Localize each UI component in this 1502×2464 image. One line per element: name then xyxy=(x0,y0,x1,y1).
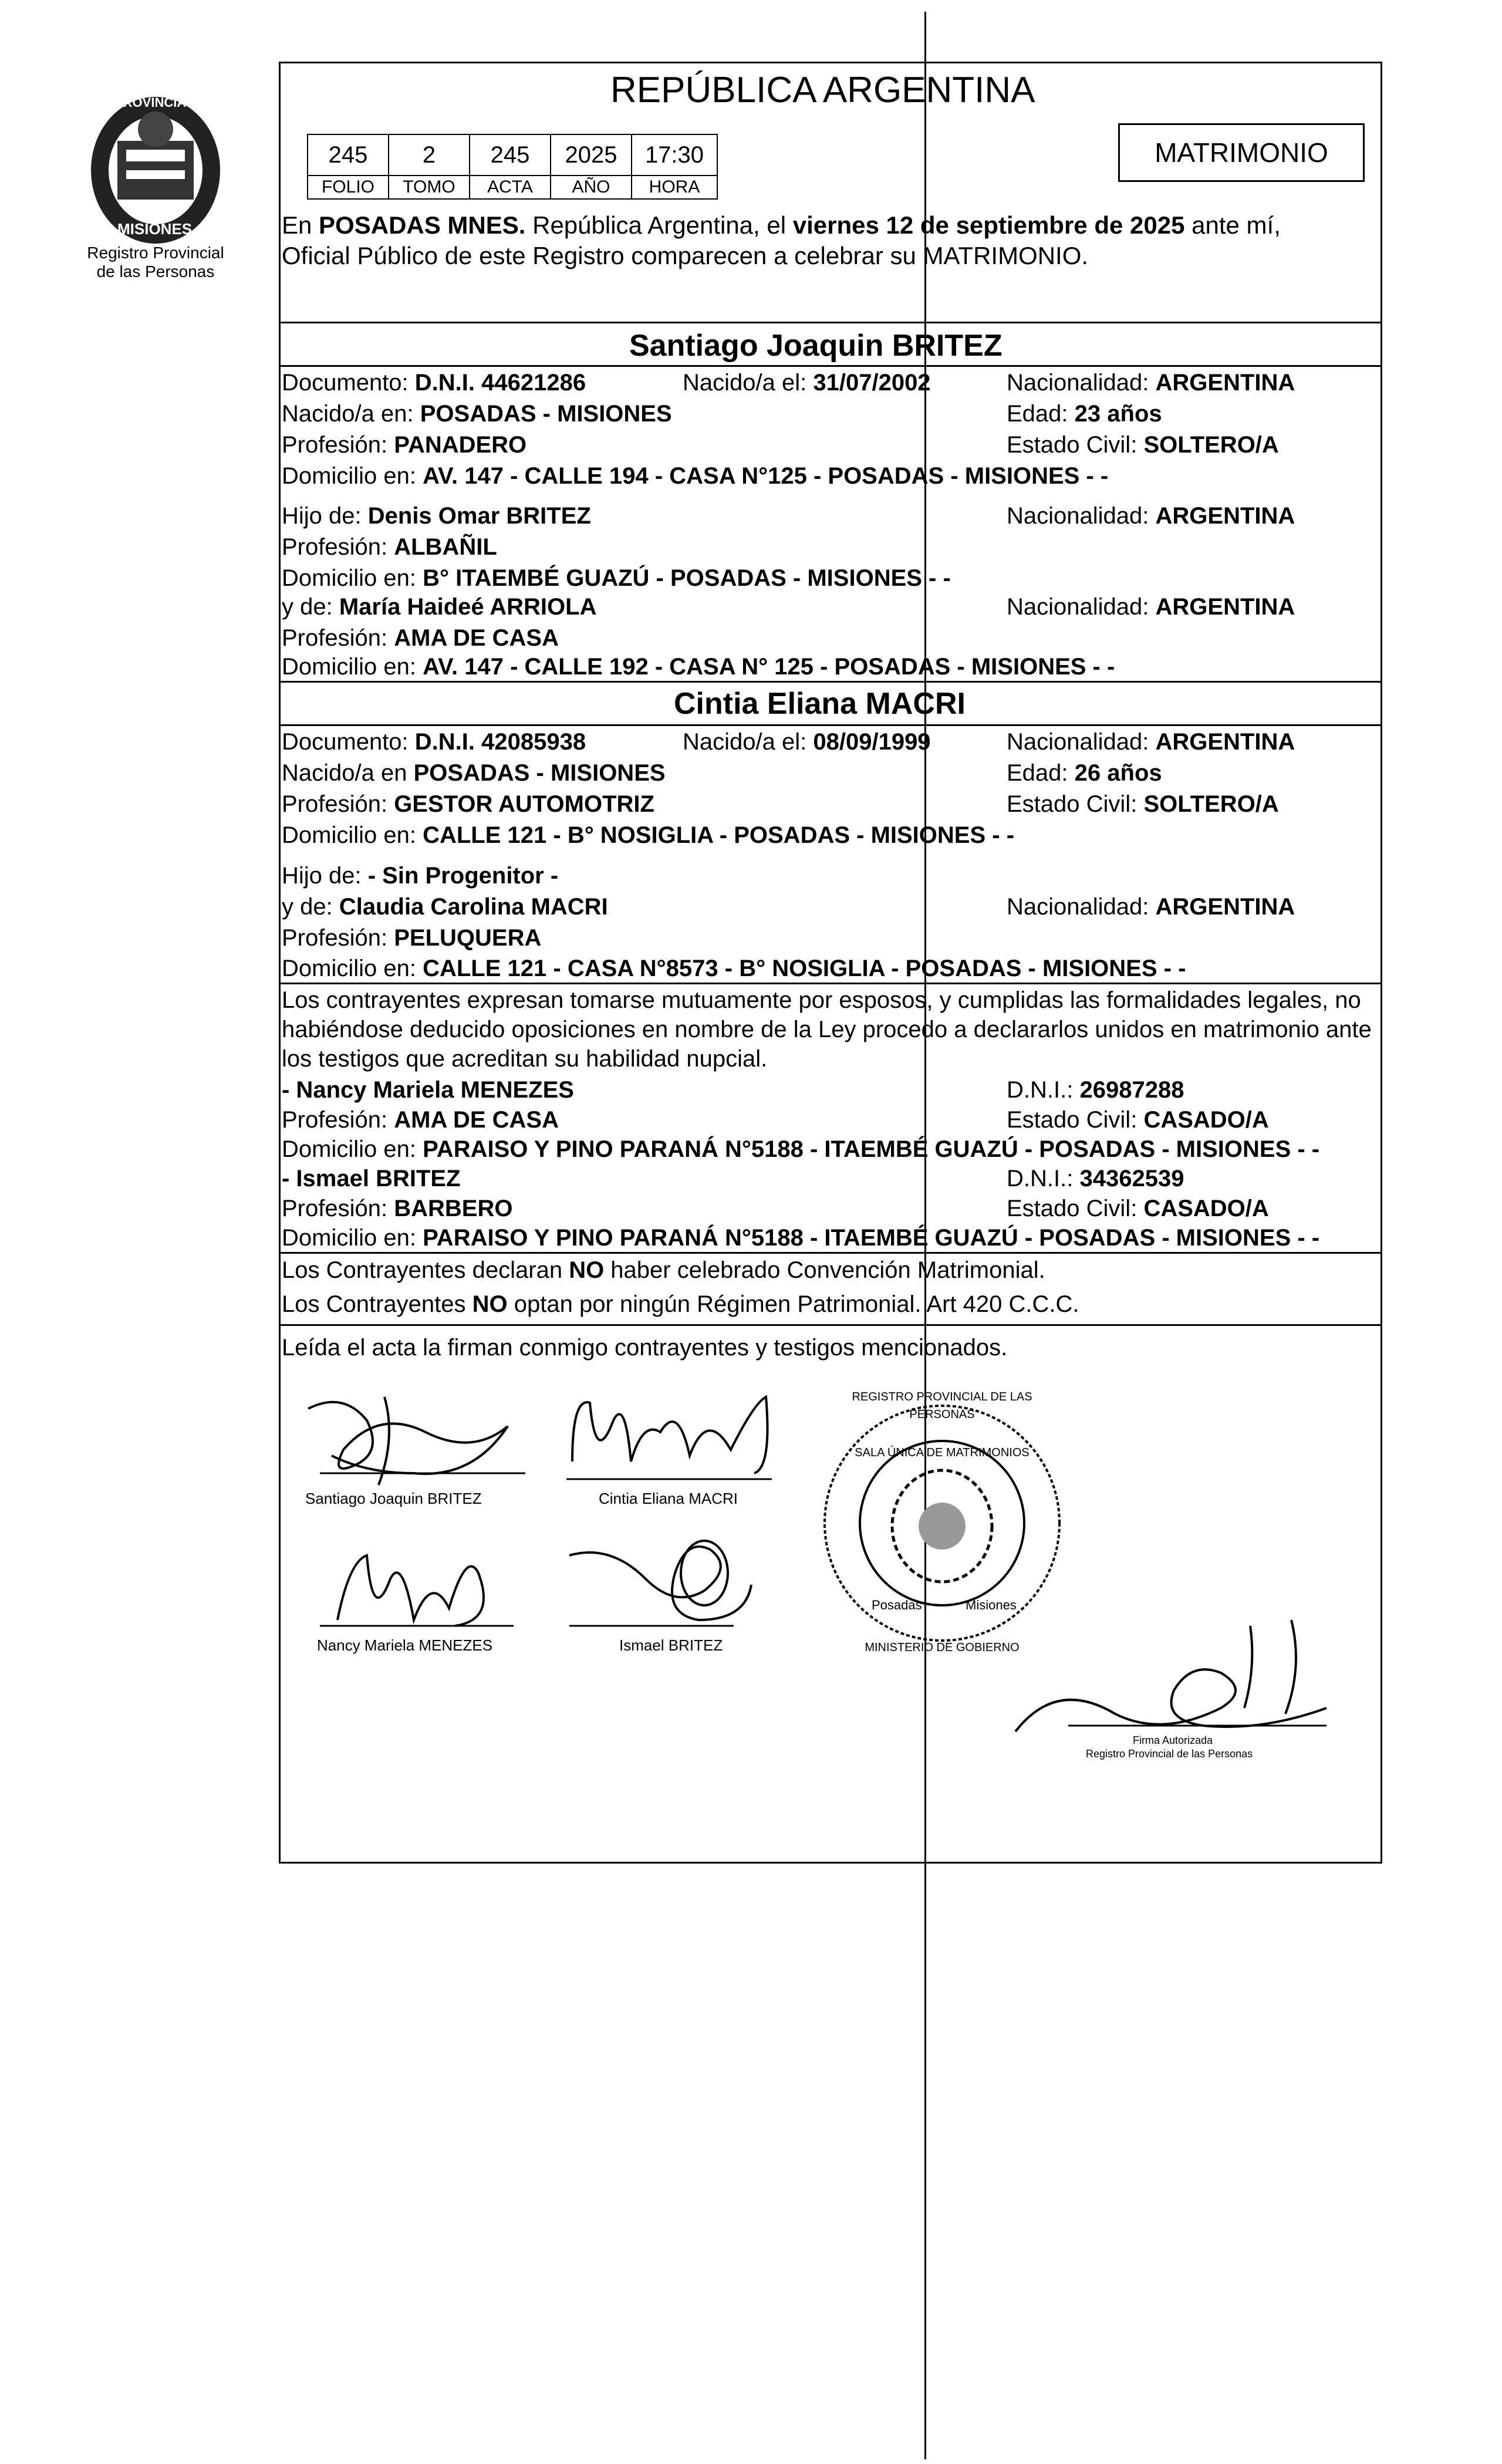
convention-2-p2: optan por ningún Régimen Patrimonial. Art 420 C.C.C. xyxy=(507,1291,1079,1317)
witness-1-name: - Nancy Mariela MENEZES xyxy=(282,1077,574,1103)
stamp-province: Misiones xyxy=(966,1598,1017,1612)
bride-estado-label: Estado Civil: xyxy=(1007,791,1138,817)
groom-documento-label: Documento: xyxy=(282,370,409,396)
groom-madre: María Haideé ARRIOLA xyxy=(339,594,597,620)
groom-nacido-label: Nacido/a el: xyxy=(683,370,807,396)
witness-2-dom-row xyxy=(282,1224,1319,1252)
groom-madre-prof-label: Profesión: xyxy=(282,625,388,651)
intro-city: POSADAS MNES. xyxy=(319,211,526,239)
groom-estado-label: Estado Civil: xyxy=(1007,432,1138,458)
bride-signature-name: Cintia Eliana MACRI xyxy=(599,1490,738,1507)
folio-value: 245 xyxy=(307,134,389,176)
groom-madre-label: y de: xyxy=(282,594,333,620)
tomo-label: TOMO xyxy=(388,175,470,200)
province-logo xyxy=(70,88,241,282)
bride-profesion-row xyxy=(282,790,654,818)
stamp-inner-text: SALA ÚNICA DE MATRIMONIOS xyxy=(855,1446,1030,1459)
tomo-value: 2 xyxy=(388,134,470,176)
groom-padre-dom-row xyxy=(282,564,951,592)
bride-nacido-label: Nacido/a el: xyxy=(683,729,807,755)
convention-2-p1: Los Contrayentes xyxy=(282,1291,472,1317)
logo-text-bottom: MISIONES xyxy=(117,220,193,238)
groom-profesion-label: Profesión: xyxy=(282,432,388,458)
official-signature-scribble-icon xyxy=(998,1602,1362,1743)
witness-2-name: - Ismael BRITEZ xyxy=(282,1166,461,1192)
bride-padre: - Sin Progenitor - xyxy=(367,863,559,889)
groom-domicilio-row xyxy=(282,462,1108,490)
groom-madre-prof: AMA DE CASA xyxy=(394,625,559,651)
convention-2-bold: NO xyxy=(472,1291,508,1317)
bride-madre-row xyxy=(282,893,608,921)
groom-madre-nac-row xyxy=(1007,593,1295,621)
hora-label: HORA xyxy=(631,175,718,200)
groom-documento-row xyxy=(282,369,586,397)
official-line-1: Firma Autorizada xyxy=(1133,1734,1213,1746)
bride-documento-label: Documento: xyxy=(282,729,409,755)
bride-nacionalidad-row xyxy=(1007,728,1295,756)
declaration-line-1: Los contrayentes expresan tomarse mutuamente por esposos, y cumplidas las formalidades legales, no xyxy=(282,987,1361,1013)
intro-date: viernes 12 de septiembre de 2025 xyxy=(792,211,1185,239)
groom-nacido: 31/07/2002 xyxy=(813,370,931,396)
bride-edad-row xyxy=(1007,759,1162,787)
bride-padre-label: Hijo de: xyxy=(282,863,362,889)
witness-2-dni-row xyxy=(1007,1165,1184,1193)
groom-lugar: POSADAS - MISIONES xyxy=(420,401,672,427)
bride-documento: D.N.I. 42085938 xyxy=(414,729,586,755)
groom-estado-row xyxy=(1007,431,1279,459)
witness-2-signature xyxy=(558,1520,769,1655)
groom-domicilio-label: Domicilio en: xyxy=(282,463,416,489)
groom-madre-dom-row xyxy=(282,653,1115,681)
groom-profesion: PANADERO xyxy=(394,432,527,458)
bride-name: Cintia Eliana MACRI xyxy=(674,687,966,721)
witness-2-dni-label: D.N.I.: xyxy=(1007,1166,1074,1192)
witness-1-estado: CASADO/A xyxy=(1143,1107,1269,1133)
bride-nacionalidad-label: Nacionalidad: xyxy=(1007,729,1149,755)
bride-madre-prof: PELUQUERA xyxy=(394,925,542,951)
groom-lugar-row xyxy=(282,400,672,428)
groom-padre-prof-row xyxy=(282,533,497,561)
bride-domicilio: CALLE 121 - B° NOSIGLIA - POSADAS - MISIONES - - xyxy=(423,822,1015,848)
page-title: REPÚBLICA ARGENTINA xyxy=(610,70,1035,110)
bride-padre-row xyxy=(282,862,558,890)
groom-padre-nac: ARGENTINA xyxy=(1155,503,1295,529)
witness-1-prof: AMA DE CASA xyxy=(394,1107,559,1133)
groom-domicilio: AV. 147 - CALLE 194 - CASA N°125 - POSADAS - MISIONES - - xyxy=(423,463,1109,489)
bride-lugar-label: Nacido/a en xyxy=(282,760,407,786)
bride-estado-row xyxy=(1007,790,1279,818)
groom-padre-row xyxy=(282,502,591,530)
witness-1-estado-row xyxy=(1007,1106,1269,1134)
bride-madre-prof-row xyxy=(282,924,541,952)
bride-nacido-row xyxy=(683,728,931,756)
witness-2-estado-row xyxy=(1007,1194,1269,1223)
witness-2-dni: 34362539 xyxy=(1079,1166,1184,1192)
witness-2-dom-label: Domicilio en: xyxy=(282,1225,416,1251)
bride-edad: 26 años xyxy=(1074,760,1162,786)
bride-documento-row xyxy=(282,728,586,756)
bride-signature-scribble-icon xyxy=(561,1385,789,1491)
declaration-line-2: habiéndose deducido oposiciones en nombre de la Ley procedo a declararlos unidos en matrimonio ante xyxy=(282,1017,1372,1042)
groom-padre-dom-label: Domicilio en: xyxy=(282,565,416,591)
bride-madre-nac-label: Nacionalidad: xyxy=(1007,894,1149,920)
groom-padre: Denis Omar BRITEZ xyxy=(367,503,591,529)
witness-2-dom: PARAISO Y PINO PARANÁ N°5188 - ITAEMBÉ GUAZÚ - POSADAS - MISIONES - - xyxy=(423,1225,1320,1251)
registry-table xyxy=(307,134,718,201)
groom-nacionalidad: ARGENTINA xyxy=(1155,370,1295,396)
logo-text-top: PROVINCIA DE xyxy=(114,95,208,110)
folio-label: FOLIO xyxy=(307,175,389,200)
witness-1-signature-name: Nancy Mariela MENEZES xyxy=(317,1636,493,1654)
groom-nacionalidad-label: Nacionalidad: xyxy=(1007,370,1149,396)
bride-nacido: 08/09/1999 xyxy=(813,729,931,755)
bride-estado: SOLTERO/A xyxy=(1143,791,1279,817)
groom-signature-name: Santiago Joaquin BRITEZ xyxy=(305,1490,482,1507)
bride-madre-dom-label: Domicilio en: xyxy=(282,956,416,981)
groom-signature xyxy=(296,1385,543,1508)
witness-2-signature-scribble-icon xyxy=(558,1520,769,1638)
witness-1-dom-row xyxy=(282,1135,1319,1163)
stamp-outer-text: REGISTRO PROVINCIAL DE LAS PERSONAS xyxy=(852,1390,1032,1421)
bride-lugar-row xyxy=(282,759,666,787)
groom-signature-scribble-icon xyxy=(296,1385,543,1491)
bride-madre-nac: ARGENTINA xyxy=(1155,894,1295,920)
bride-madre: Claudia Carolina MACRI xyxy=(339,894,608,920)
witness-1-prof-label: Profesión: xyxy=(282,1107,388,1133)
groom-madre-row xyxy=(282,593,596,621)
groom-madre-dom-label: Domicilio en: xyxy=(282,654,416,680)
bride-nacionalidad: ARGENTINA xyxy=(1155,729,1295,755)
separator-bride-name xyxy=(279,724,1382,726)
acta-label: ACTA xyxy=(469,175,551,200)
bride-profesion: GESTOR AUTOMOTRIZ xyxy=(394,791,654,817)
witness-2-estado: CASADO/A xyxy=(1143,1196,1269,1221)
witness-1-estado-label: Estado Civil: xyxy=(1007,1107,1138,1133)
convention-1-p1: Los Contrayentes declaran xyxy=(282,1257,569,1283)
witness-2-prof-row xyxy=(282,1194,512,1223)
ano-label: AÑO xyxy=(550,175,632,200)
separator-groom-top xyxy=(279,322,1382,323)
intro-text-3: ante mí, xyxy=(1184,211,1281,239)
groom-padre-nac-row xyxy=(1007,502,1295,530)
intro-text-2: República Argentina, el xyxy=(525,211,793,239)
witness-1-dom-label: Domicilio en: xyxy=(282,1136,416,1162)
separator-groom-name xyxy=(279,365,1382,367)
intro-line-1 xyxy=(282,211,1281,239)
convention-1-bold: NO xyxy=(569,1257,605,1283)
bride-lugar: POSADAS - MISIONES xyxy=(413,760,666,786)
witness-1-signature-scribble-icon xyxy=(302,1538,537,1638)
bride-profesion-label: Profesión: xyxy=(282,791,388,817)
logo-caption-2: de las Personas xyxy=(96,262,215,281)
bride-madre-label: y de: xyxy=(282,894,333,920)
bride-edad-label: Edad: xyxy=(1007,760,1068,786)
witness-2-signature-name: Ismael BRITEZ xyxy=(619,1636,723,1654)
groom-padre-nac-label: Nacionalidad: xyxy=(1007,503,1149,529)
groom-madre-nac: ARGENTINA xyxy=(1155,594,1295,620)
witness-1-dni: 26987288 xyxy=(1079,1077,1184,1103)
groom-padre-dom: B° ITAEMBÉ GUAZÚ - POSADAS - MISIONES - - xyxy=(423,565,951,591)
closing-text: Leída el acta la firman conmigo contrayentes y testigos mencionados. xyxy=(282,1335,1008,1361)
witness-1-dom: PARAISO Y PINO PARANÁ N°5188 - ITAEMBÉ GUAZÚ - POSADAS - MISIONES - - xyxy=(423,1136,1320,1162)
witness-2-estado-label: Estado Civil: xyxy=(1007,1196,1138,1221)
separator-closing-top xyxy=(279,1324,1382,1326)
groom-padre-prof: ALBAÑIL xyxy=(394,534,497,560)
groom-lugar-label: Nacido/a en: xyxy=(282,401,414,427)
bride-madre-dom: CALLE 121 - CASA N°8573 - B° NOSIGLIA - POSADAS - MISIONES - - xyxy=(423,956,1186,981)
bride-domicilio-row xyxy=(282,821,1014,849)
separator-convention-top xyxy=(279,1252,1382,1254)
groom-nacionalidad-row xyxy=(1007,369,1295,397)
separator-declaration-top xyxy=(279,983,1382,984)
intro-text-1: En xyxy=(282,211,319,239)
convention-line-2 xyxy=(282,1290,1079,1318)
groom-madre-prof-row xyxy=(282,624,559,652)
groom-edad-row xyxy=(1007,400,1162,428)
witness-1-dni-row xyxy=(1007,1076,1184,1104)
groom-padre-label: Hijo de: xyxy=(282,503,362,529)
logo-caption-1: Registro Provincial xyxy=(87,244,224,262)
groom-edad-label: Edad: xyxy=(1007,401,1068,427)
groom-padre-prof-label: Profesión: xyxy=(282,534,388,560)
bride-madre-prof-label: Profesión: xyxy=(282,925,388,951)
stamp-city: Posadas xyxy=(872,1598,922,1612)
witness-2-prof: BARBERO xyxy=(394,1196,513,1221)
bride-madre-nac-row xyxy=(1007,893,1295,921)
separator-bride-top xyxy=(279,681,1382,683)
acta-value: 245 xyxy=(469,134,551,176)
groom-madre-nac-label: Nacionalidad: xyxy=(1007,594,1149,620)
groom-edad: 23 años xyxy=(1074,401,1162,427)
convention-line-1 xyxy=(282,1256,1045,1284)
witness-2-prof-label: Profesión: xyxy=(282,1196,388,1221)
groom-estado: SOLTERO/A xyxy=(1143,432,1279,458)
groom-madre-dom: AV. 147 - CALLE 192 - CASA N° 125 - POSADAS - MISIONES - - xyxy=(423,654,1115,680)
bride-madre-dom-row xyxy=(282,954,1186,983)
declaration-line-3: los testigos que acreditan su habilidad nupcial. xyxy=(282,1046,768,1072)
witness-1-dni-label: D.N.I.: xyxy=(1007,1077,1074,1103)
bride-signature xyxy=(561,1385,789,1508)
official-line-2: Registro Provincial de las Personas xyxy=(1086,1748,1253,1760)
hora-value: 17:30 xyxy=(631,134,718,176)
groom-documento: D.N.I. 44621286 xyxy=(414,370,586,396)
groom-nacido-row xyxy=(683,369,931,397)
ano-value: 2025 xyxy=(550,134,632,176)
official-signature xyxy=(998,1602,1362,1778)
record-type-box: MATRIMONIO xyxy=(1118,123,1365,182)
witness-1-prof-row xyxy=(282,1106,559,1134)
bride-domicilio-label: Domicilio en: xyxy=(282,822,416,848)
convention-1-p2: haber celebrado Convención Matrimonial. xyxy=(604,1257,1045,1283)
stamp-bottom-text: MINISTERIO DE GOBIERNO xyxy=(865,1641,1020,1654)
groom-name: Santiago Joaquin BRITEZ xyxy=(629,329,1003,363)
witness-1-signature xyxy=(302,1538,537,1655)
groom-profesion-row xyxy=(282,431,526,459)
intro-line-2: Oficial Público de este Registro comparecen a celebrar su MATRIMONIO. xyxy=(282,242,1089,269)
